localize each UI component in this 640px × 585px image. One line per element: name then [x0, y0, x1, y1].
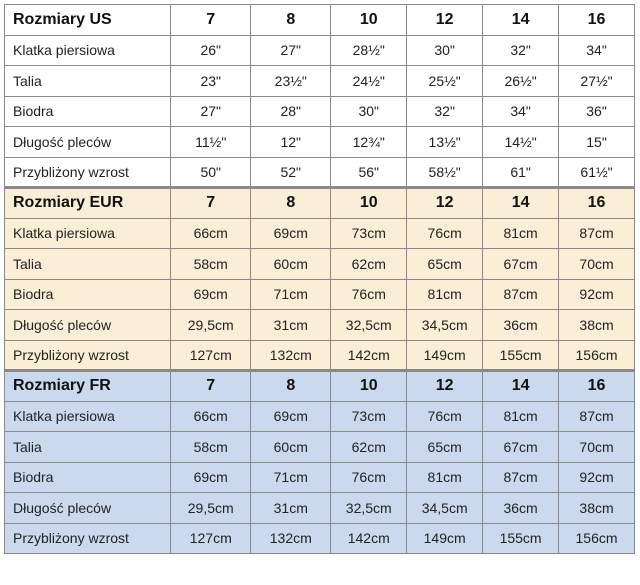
measurement-value: 66cm	[171, 401, 251, 432]
measurement-value: 65cm	[407, 249, 483, 280]
measurement-value: 25½"	[407, 66, 483, 97]
section-header-eur	[5, 188, 635, 219]
size-chart-table	[4, 4, 635, 554]
measurement-value: 149cm	[407, 340, 483, 371]
measurement-label: Przybliżony wzrost	[5, 340, 171, 371]
table-row	[5, 157, 635, 188]
measurement-value: 127cm	[171, 340, 251, 371]
measurement-label: Przybliżony wzrost	[5, 523, 171, 554]
measurement-value: 30"	[407, 35, 483, 66]
size-header: 10	[331, 5, 407, 36]
measurement-value: 32"	[407, 96, 483, 127]
measurement-value: 62cm	[331, 432, 407, 463]
measurement-value: 92cm	[559, 279, 635, 310]
measurement-value: 76cm	[407, 401, 483, 432]
table-row	[5, 218, 635, 249]
measurement-value: 142cm	[331, 340, 407, 371]
measurement-value: 29,5cm	[171, 310, 251, 341]
measurement-label: Przybliżony wzrost	[5, 157, 171, 188]
size-header: 14	[483, 371, 559, 402]
measurement-value: 87cm	[559, 401, 635, 432]
measurement-label: Klatka piersiowa	[5, 401, 171, 432]
measurement-value: 31cm	[251, 310, 331, 341]
measurement-value: 73cm	[331, 401, 407, 432]
measurement-label: Biodra	[5, 96, 171, 127]
measurement-value: 132cm	[251, 340, 331, 371]
measurement-value: 56"	[331, 157, 407, 188]
size-header: 7	[171, 371, 251, 402]
measurement-value: 71cm	[251, 279, 331, 310]
measurement-value: 26½"	[483, 66, 559, 97]
measurement-value: 87cm	[483, 462, 559, 493]
measurement-label: Talia	[5, 432, 171, 463]
measurement-value: 30"	[331, 96, 407, 127]
table-row	[5, 127, 635, 158]
measurement-value: 81cm	[407, 462, 483, 493]
size-header: 10	[331, 188, 407, 219]
size-header: 16	[559, 371, 635, 402]
measurement-value: 70cm	[559, 432, 635, 463]
measurement-value: 67cm	[483, 249, 559, 280]
measurement-value: 67cm	[483, 432, 559, 463]
measurement-value: 92cm	[559, 462, 635, 493]
measurement-value: 155cm	[483, 340, 559, 371]
measurement-value: 142cm	[331, 523, 407, 554]
measurement-value: 38cm	[559, 493, 635, 524]
section-title: Rozmiary FR	[5, 371, 171, 402]
measurement-label: Talia	[5, 66, 171, 97]
table-row	[5, 523, 635, 554]
measurement-value: 69cm	[251, 218, 331, 249]
measurement-value: 32"	[483, 35, 559, 66]
measurement-value: 23½"	[251, 66, 331, 97]
section-header-us	[5, 5, 635, 36]
measurement-value: 58cm	[171, 249, 251, 280]
table-row	[5, 35, 635, 66]
measurement-value: 32,5cm	[331, 310, 407, 341]
measurement-value: 132cm	[251, 523, 331, 554]
section-title: Rozmiary EUR	[5, 188, 171, 219]
measurement-value: 34,5cm	[407, 310, 483, 341]
table-row	[5, 432, 635, 463]
measurement-value: 62cm	[331, 249, 407, 280]
size-header: 8	[251, 188, 331, 219]
measurement-value: 28½"	[331, 35, 407, 66]
measurement-value: 29,5cm	[171, 493, 251, 524]
measurement-label: Długość pleców	[5, 493, 171, 524]
measurement-value: 36"	[559, 96, 635, 127]
measurement-value: 52"	[251, 157, 331, 188]
measurement-value: 26"	[171, 35, 251, 66]
table-row	[5, 66, 635, 97]
size-header: 16	[559, 5, 635, 36]
measurement-label: Klatka piersiowa	[5, 218, 171, 249]
measurement-value: 38cm	[559, 310, 635, 341]
size-header: 16	[559, 188, 635, 219]
measurement-value: 69cm	[171, 462, 251, 493]
table-row	[5, 462, 635, 493]
size-header: 8	[251, 5, 331, 36]
measurement-value: 65cm	[407, 432, 483, 463]
measurement-value: 87cm	[559, 218, 635, 249]
measurement-value: 156cm	[559, 340, 635, 371]
measurement-value: 61½"	[559, 157, 635, 188]
measurement-value: 61"	[483, 157, 559, 188]
table-row	[5, 310, 635, 341]
table-row	[5, 249, 635, 280]
measurement-value: 127cm	[171, 523, 251, 554]
measurement-value: 34,5cm	[407, 493, 483, 524]
measurement-value: 156cm	[559, 523, 635, 554]
measurement-value: 76cm	[331, 462, 407, 493]
measurement-value: 15"	[559, 127, 635, 158]
size-header: 7	[171, 188, 251, 219]
size-header: 14	[483, 5, 559, 36]
measurement-value: 81cm	[407, 279, 483, 310]
table-row	[5, 96, 635, 127]
measurement-value: 13½"	[407, 127, 483, 158]
measurement-value: 27"	[251, 35, 331, 66]
measurement-label: Biodra	[5, 462, 171, 493]
measurement-value: 12"	[251, 127, 331, 158]
measurement-value: 81cm	[483, 218, 559, 249]
measurement-value: 12¾"	[331, 127, 407, 158]
table-row	[5, 401, 635, 432]
measurement-value: 81cm	[483, 401, 559, 432]
measurement-value: 149cm	[407, 523, 483, 554]
size-header: 12	[407, 188, 483, 219]
measurement-label: Długość pleców	[5, 127, 171, 158]
table-row	[5, 493, 635, 524]
size-header: 7	[171, 5, 251, 36]
measurement-value: 155cm	[483, 523, 559, 554]
measurement-value: 31cm	[251, 493, 331, 524]
measurement-value: 66cm	[171, 218, 251, 249]
measurement-value: 71cm	[251, 462, 331, 493]
table-row	[5, 340, 635, 371]
size-chart	[4, 4, 635, 554]
measurement-value: 73cm	[331, 218, 407, 249]
measurement-value: 76cm	[407, 218, 483, 249]
measurement-value: 58cm	[171, 432, 251, 463]
measurement-value: 58½"	[407, 157, 483, 188]
section-title: Rozmiary US	[5, 5, 171, 36]
measurement-value: 23"	[171, 66, 251, 97]
measurement-value: 76cm	[331, 279, 407, 310]
measurement-value: 87cm	[483, 279, 559, 310]
measurement-value: 50"	[171, 157, 251, 188]
measurement-value: 60cm	[251, 432, 331, 463]
measurement-value: 27"	[171, 96, 251, 127]
measurement-value: 34"	[559, 35, 635, 66]
size-header: 8	[251, 371, 331, 402]
measurement-value: 36cm	[483, 310, 559, 341]
measurement-label: Klatka piersiowa	[5, 35, 171, 66]
measurement-label: Talia	[5, 249, 171, 280]
measurement-label: Długość pleców	[5, 310, 171, 341]
measurement-label: Biodra	[5, 279, 171, 310]
measurement-value: 24½"	[331, 66, 407, 97]
table-row	[5, 279, 635, 310]
measurement-value: 32,5cm	[331, 493, 407, 524]
section-header-fr	[5, 371, 635, 402]
size-header: 10	[331, 371, 407, 402]
measurement-value: 14½"	[483, 127, 559, 158]
measurement-value: 36cm	[483, 493, 559, 524]
measurement-value: 11½"	[171, 127, 251, 158]
measurement-value: 69cm	[171, 279, 251, 310]
size-header: 12	[407, 371, 483, 402]
measurement-value: 69cm	[251, 401, 331, 432]
size-header: 12	[407, 5, 483, 36]
size-header: 14	[483, 188, 559, 219]
measurement-value: 27½"	[559, 66, 635, 97]
measurement-value: 34"	[483, 96, 559, 127]
measurement-value: 60cm	[251, 249, 331, 280]
measurement-value: 70cm	[559, 249, 635, 280]
measurement-value: 28"	[251, 96, 331, 127]
